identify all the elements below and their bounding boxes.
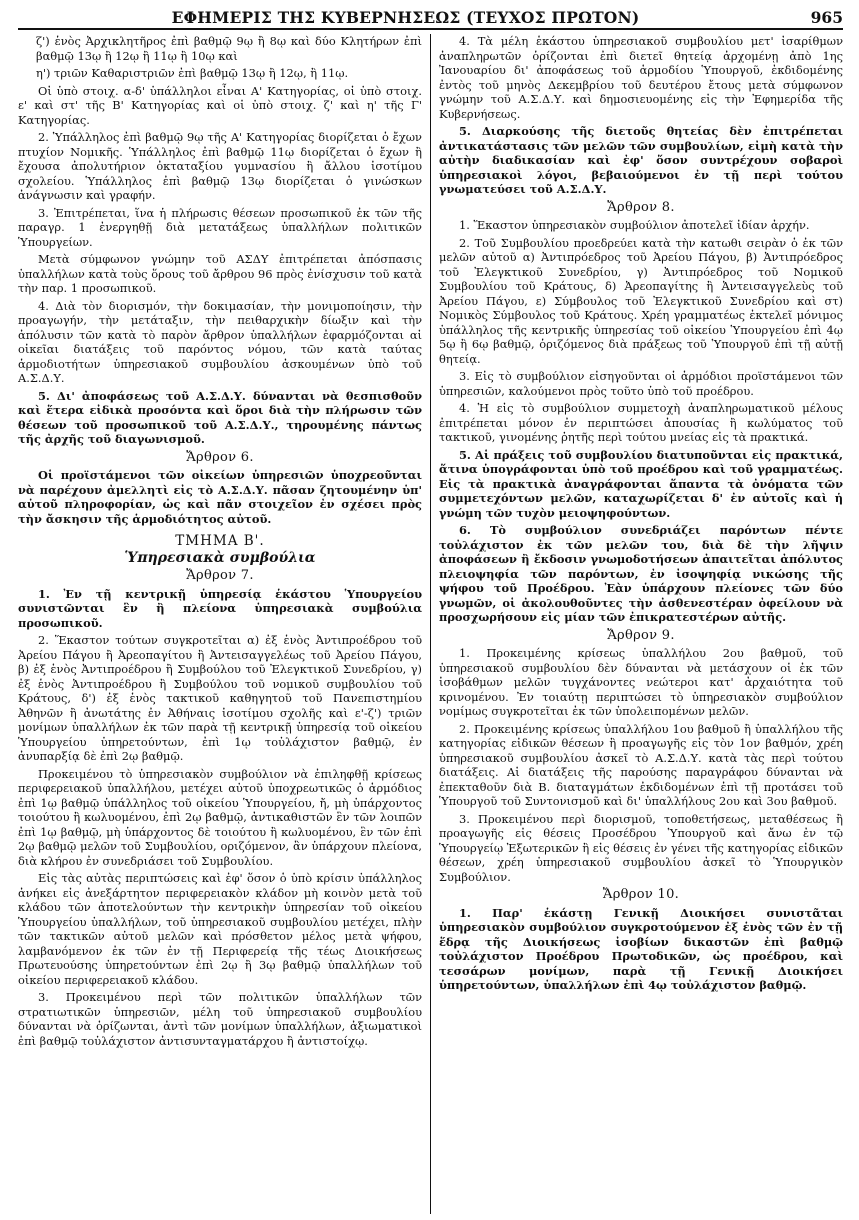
article-heading: Ἄρθρον 6. [186, 449, 254, 465]
paragraph: 5. Διαρκούσης τῆς διετοῦς θητείας δὲν ἐπιτρέπεται ἀντικατάστασις τῶν μελῶν τῶν συμβουλίων, εἰμὴ κατὰ τὴν αὐτὴν διαδικασίαν καὶ ἐφ' ὅσον συντρέχουν σοβαροὶ ὑπηρεσιακοὶ λόγοι, βεβαιούμενοι ἐν τῇ περὶ τούτου γνωματεύσει τοῦ Α.Σ.Δ.Υ. [439, 124, 843, 196]
paragraph: 1. Προκειμένης κρίσεως ὑπαλλήλου 2ου βαθμοῦ, τοῦ ὑπηρεσιακοῦ συμβουλίου δὲν δύνανται νὰ μετάσχουν οἱ ἐκ τῶν ἰσοβάθμων μελῶν τυγχάνοντες νεώτεροι κατ' ἀρχαιότητα τοῦ κρινομένου. Ἐν τοιαύτῃ περιπτώσει τὸ ὑπηρεσιακὸν συμβούλιον νομίμως συγκροτεῖται ἐκ τῶν ὑπολειπομένων μελῶν. [439, 646, 843, 718]
paragraph: 5. Αἱ πράξεις τοῦ συμβουλίου διατυποῦνται εἰς πρακτικά, ἅτινα ὑπογράφονται ὑπὸ τοῦ προέδρου καὶ τοῦ γραμματέως. Εἰς τὰ πρακτικὰ ἀναγράφονται ἅπαντα τὰ ὀνόματα τῶν συμμετεχόντων μελῶν, καταχωρίζεται δ' ἐν αὐτοῖς καὶ ἡ γνώμη τῶν τυχὸν μειοψηφούντων. [439, 447, 843, 520]
paragraph: 6. Τὸ συμβούλιον συνεδριάζει παρόντων πέντε τοὐλάχιστον ἐκ τῶν μελῶν του, διὰ δὲ τὴν λῆψιν ἀποφάσεων ἢ ἔκδοσιν γνωμοδοτήσεων ἀπαιτεῖται ἀπόλυτος πλειοψηφία τῶν παρόντων, ἐν ἰσοψηφίᾳ νικώσης τῆς ψήφου τοῦ Προέδρου. Ἐὰν ὑπάρχουν πλείονες τῶν δύο γνωμῶν, οἱ ἀκολουθοῦντες τὴν ἀσθενεστέραν ὀφείλουν νὰ προσχωρήσουν εἰς μίαν τῶν ἐπικρατεστέρων αὐτῆς. [439, 523, 843, 624]
paragraph: 1. Ἐν τῇ κεντρικῇ ὑπηρεσίᾳ ἑκάστου Ὑπουργείου συνιστῶνται ἓν ἢ πλείονα ὑπηρεσιακὰ συμβούλια προσωπικοῦ. [18, 586, 422, 630]
page-number: 965 [810, 7, 843, 27]
paragraph: 1. Ἕκαστον ὑπηρεσιακὸν συμβούλιον ἀποτελεῖ ἰδίαν ἀρχήν. [459, 218, 810, 232]
paragraph: 3. Εἰς τὸ συμβούλιον εἰσηγοῦνται οἱ ἁρμόδιοι προϊστάμενοι τῶν ὑπηρεσιῶν, καλούμενοι πρὸς τοῦτο ὑπὸ τοῦ προέδρου. [439, 369, 843, 398]
article-heading: Ἄρθρον 8. [607, 199, 675, 215]
page-header [18, 6, 843, 30]
gazette-title: ΕΦΗΜΕΡΙΣ ΤΗΣ ΚΥΒΕΡΝΗΣΕΩΣ (ΤΕΥΧΟΣ ΠΡΩΤΟΝ) [171, 7, 640, 27]
article-heading: Ἄρθρον 9. [607, 627, 675, 643]
section-heading: ΤΜΗΜΑ Β'. [175, 533, 265, 549]
paragraph: η') τριῶν Καθαριστριῶν ἐπὶ βαθμῷ 13ῳ ἢ 12ῳ, ἢ 11ῳ. [36, 66, 349, 80]
paragraph: Οἱ προϊστάμενοι τῶν οἰκείων ὑπηρεσιῶν ὑποχρεοῦνται νὰ παρέχουν ἀμελλητὶ εἰς τὸ Α.Σ.Δ.Υ. πᾶσαν ζητουμένην ὑπ' αὐτοῦ πληροφορίαν, ὡς καὶ πᾶν στοιχεῖον ἐν σχέσει πρὸς τὴν ἄσκησιν τῆς ἁρμοδιότητος αὐτοῦ. [18, 468, 422, 526]
paragraph: Προκειμένου τὸ ὑπηρεσιακὸν συμβούλιον νὰ ἐπιληφθῇ κρίσεως περιφερειακοῦ ὑπαλλήλου, μετέχει αὐτοῦ ὑποχρεωτικῶς ὁ ἁρμόδιος ἐπὶ 1ῳ βαθμῷ ὑπάλληλος τοῦ οἰκείου Ὑπουργείου, ἤ, μὴ ὑπάρχοντος τοιούτου ἢ κωλυομένου, ἐπὶ 2ῳ βαθμῷ, ἀντικαθιστῶν ἓν τῶν λοιπῶν ἐπὶ 1ῳ βαθμῷ, μὴ ὑπάρχοντος δὲ τοιούτου ἢ κωλυομένου, ἓν τῶν ἐπὶ 2ῳ βαθμῷ μελῶν τοῦ Συμβουλίου, οριζόμενον, ἂν ὑπάρχουν πλείονα, διὰ κλήρου ἐν συνεδριάσει τοῦ Συμβουλίου. [18, 766, 422, 868]
paragraph: Οἱ ὑπὸ στοιχ. α-δ' ὑπάλληλοι εἶναι Α' Κατηγορίας, οἱ ὑπὸ στοιχ. ε' καὶ στ' τῆς Β' Κατηγορίας καὶ οἱ ὑπὸ στοιχ. ζ' καὶ η' τῆς Γ' Κατηγορίας. [18, 83, 422, 127]
paragraph: ζ') ἑνὸς Ἀρχικλητῆρος ἐπὶ βαθμῷ 9ῳ ἢ 8ῳ καὶ δύο Κλητήρων ἐπὶ βαθμῷ 13ῳ ἢ 12ῳ ἢ 11ῳ ἢ 10ῳ καὶ [36, 34, 422, 63]
text-columns [18, 34, 843, 1214]
paragraph: 3. Προκειμένου περὶ τῶν πολιτικῶν ὑπαλλήλων τῶν στρατιωτικῶν ὑπηρεσιῶν, μέλη τοῦ ὑπηρεσιακοῦ συμβουλίου δύνανται νὰ ὁρίζωνται, ἀντὶ τῶν μονίμων ὑπαλλήλων, ἀξιωματικοὶ ἐπὶ βαθμῷ τοὐλάχιστον ἀντισυνταγματάρχου ἢ ἀντιστοίχῳ. [18, 990, 422, 1048]
paragraph: 3. Προκειμένου περὶ διορισμοῦ, τοποθετήσεως, μεταθέσεως ἢ προαγωγῆς εἰς θέσεις Προσέδρου Ὑπουργοῦ καὶ ἄνω ἐν τῷ Ὑπουργείῳ Ἐξωτερικῶν ἢ εἰς θέσεις ἐν γένει τῆς κατηγορίας εἰδικῶν θέσεων, χρέη ὑπηρεσιακοῦ συμβουλίου ἀσκεῖ τὸ Ὑπουργικὸν Συμβούλιον. [439, 811, 843, 884]
paragraph: 2. Προκειμένης κρίσεως ὑπαλλήλου 1ου βαθμοῦ ἢ ὑπαλλήλου τῆς κατηγορίας εἰδικῶν θέσεων ἢ προαγωγῆς εἰς τὸν 1ον βαθμόν, χρέη ὑπηρεσιακοῦ συμβουλίου ἀσκεῖ τὸ Α.Σ.Δ.Υ. κατὰ τὰς περὶ τούτου διατάξεις. Αἱ διατάξεις τῆς παρούσης παραγράφου δύνανται νὰ ἐπεκταθοῦν διὰ Β. διαταγμάτων ἐκδιδομένων ἐπὶ τῇ προτάσει τοῦ Ὑπουργοῦ τοῦ Συντονισμοῦ καὶ δι' ὑπαλλήλους 2ου καὶ 3ου βαθμοῦ. [439, 721, 843, 808]
paragraph: 2. Ὑπάλληλος ἐπὶ βαθμῷ 9ῳ τῆς Α' Κατηγορίας διορίζεται ὁ ἔχων πτυχίον Νομικῆς. Ὑπάλληλος ἐπὶ βαθμῷ 11ῳ διορίζεται ὁ ἔχων ἢ ἔχουσα ἀπολυτήριον ὀκταταξίου γυμνασίου ἢ ἄλλου ἰσοτίμου σχολείου. Ὑπάλληλος ἐπὶ βαθμῷ 13ῳ διορίζεται ὁ γινώσκων ἀνάγνωσιν καὶ γραφήν. [18, 130, 422, 202]
paragraph: 1. Παρ' ἑκάστῃ Γενικῇ Διοικήσει συνιστᾶται ὑπηρεσιακὸν συμβούλιον συγκροτούμενον ἐξ ἑνὸς τῶν ἐν τῇ ἕδρᾳ τῆς Διοικήσεως ἰσοβίων δικαστῶν ἐπὶ βαθμῷ τοὐλάχιστον Προέδρου Πρωτοδικῶν, ὡς προέδρου, καὶ τεσσάρων μονίμων, παρὰ τῇ Γενικῇ Διοικήσει ὑπηρετούντων, ὑπαλλήλων ἐπὶ 4ῳ τοὐλάχιστον βαθμῷ. [439, 905, 843, 992]
paragraph: 2. Ἕκαστον τούτων συγκροτεῖται α) ἐξ ἑνὸς Ἀντιπροέδρου τοῦ Ἀρείου Πάγου ἢ Ἀρεοπαγίτου ἢ Ἀντεισαγγελέως τοῦ Ἀρείου Πάγου, β) ἐξ ἑνὸς Ἀντιπροέδρου ἢ Συμβούλου τοῦ Ἐλεγκτικοῦ Συνεδρίου, γ) ἐξ ἑνὸς Ἀντιπροέδρου ἢ Συμβούλου τοῦ νομικοῦ συμβουλίου τοῦ Κράτους, δ') ἐξ ἑνὸς τακτικοῦ καθηγητοῦ τοῦ Πανεπιστημίου Ἀθηνῶν ἢ ἀνωτάτης ἐν Ἀθήναις ἰσοτίμου σχολῆς καὶ ε'-ζ') τριῶν μονίμων ὑπαλλήλων ἐκ τῶν παρὰ τῇ κεντρικῇ ὑπηρεσίᾳ τοῦ οἰκείου Ὑπουργείου ὑπηρετούντων, ἐπὶ 1ῳ τοὐλάχιστον βαθμῷ, ἐν ἀνυπαρξίᾳ δὲ ἐπὶ 2ῳ βαθμῷ. [18, 633, 422, 763]
paragraph: 4. Ἡ εἰς τὸ συμβούλιον συμμετοχὴ ἀναπληρωματικοῦ μέλους ἐπιτρέπεται μόνον ἐν περιπτώσει ἀπουσίας ἢ κωλύματος τοῦ τακτικοῦ, γινομένης ῥητῆς περὶ τούτου μνείας εἰς τὰ πρακτικά. [439, 401, 843, 444]
right-column [430, 34, 843, 1214]
article-heading: Ἄρθρον 7. [186, 568, 254, 583]
subsection-heading: Ὑπηρεσιακὰ συμβούλια [124, 549, 316, 566]
paragraph: 4. Διὰ τὸν διορισμόν, τὴν δοκιμασίαν, τὴν μονιμοποίησιν, τὴν προαγωγήν, τὴν μετάταξιν, τὴν πειθαρχικὴν δίωξιν καὶ τὴν ἀπόλυσιν τῶν κατὰ τὸ παρὸν ἄρθρον ὑπαλλήλων ἐφαρμόζονται αἱ οἰκεῖαι διατάξεις τοῦ παρόντος νόμου, τῶν κατὰ ταύτας ἁρμοδιοτήτων ὑπηρεσιακοῦ συμβουλίου ἀσκουμένων ὑπὸ τοῦ Α.Σ.Δ.Υ. [18, 298, 422, 385]
paragraph: 3. Ἐπιτρέπεται, ἵνα ἡ πλήρωσις θέσεων προσωπικοῦ ἐκ τῶν τῆς παραγρ. 1 ἐνεργηθῇ διὰ μετατάξεως ὑπαλλήλων πολιτικῶν Ὑπουργείων. [18, 205, 422, 249]
paragraph: 5. Δι' ἀποφάσεως τοῦ Α.Σ.Δ.Υ. δύνανται νὰ θεσπισθοῦν καὶ ἕτερα εἰδικὰ προσόντα καὶ ὅροι διὰ τὴν πλήρωσιν τῶν θέσεων τοῦ προσωπικοῦ τοῦ Α.Σ.Δ.Υ., τηρουμένης πάντως τῆς ἀρχῆς τοῦ διαγωνισμοῦ. [18, 388, 422, 446]
paragraph: 2. Τοῦ Συμβουλίου προεδρεύει κατὰ τὴν κατωθι σειρὰν ὁ ἐκ τῶν μελῶν αὐτοῦ α) Ἀντιπρόεδρος τοῦ Ἀρείου Πάγου, β) Ἀντιπρόεδρος τοῦ Ἐλεγκτικοῦ Συνεδρίου, γ) Ἀντιπρόεδρος τοῦ Νομικοῦ Συμβουλίου τοῦ Κράτους, δ) Ἀρεοπαγίτης ἢ Ἀντεισαγγελεὺς τοῦ Ἀρείου Πάγου, ε) Σύμβουλος τοῦ Ἐλεγκτικοῦ Συνεδρίου καὶ στ) Νομικὸς Σύμβουλος τοῦ Κράτους. Χρέη γραμματέως ἐκτελεῖ μόνιμος ὑπάλληλος τῆς κεντρικῆς ὑπηρεσίας τοῦ οἰκείου Ὑπουργείου ἐπὶ 4ῳ 5ῳ ἢ 6ῳ βαθμῷ, ὁριζόμενος διὰ πράξεως τοῦ Ὑπουργοῦ ἐπὶ τῇ αὐτῇ θητείᾳ. [439, 235, 843, 366]
left-column [18, 34, 430, 1214]
article-heading: Ἄρθρον 10. [602, 887, 680, 902]
paragraph: Εἰς τὰς αὐτὰς περιπτώσεις καὶ ἐφ' ὅσον ὁ ὑπὸ κρίσιν ὑπάλληλος ἀνήκει εἰς ἀνεξάρτητον περιφερειακὸν κλάδον μὴ κοινὸν μετὰ τοῦ κλάδου τῶν ἀποτελούντων τὴν κεντρικὴν ὑπηρεσίαν τοῦ οἰκείου Ὑπουργείου ὑπαλλήλων, τοῦ ὑπηρεσιακοῦ συμβουλίου μετέχει, πλὴν τῶν τακτικῶν αὐτοῦ μελῶν καὶ πρόσθετον μέλος μετὰ ψήφου, λαμβανόμενον ἐκ τῶν ἐν τῇ Περιφερείᾳ τῆς τέως Διοικήσεως Πρωτευούσης ὑπηρετούντων ἐπὶ 2ῳ ἢ 3ῳ βαθμῷ ὑπαλλήλων τοῦ οἰκείου περιφερειακοῦ κλάδου. [18, 871, 422, 987]
paragraph: Μετὰ σύμφωνον γνώμην τοῦ ΑΣΔΥ ἐπιτρέπεται ἀπόσπασις ὑπαλλήλων κατὰ τοὺς ὅρους τοῦ ἄρθρου 96 πρὸς ἐνίσχυσιν τοῦ κατὰ τὴν παρ. 1 προσωπικοῦ. [18, 252, 422, 295]
paragraph: 4. Τὰ μέλη ἑκάστου ὑπηρεσιακοῦ συμβουλίου μετ' ἰσαρίθμων ἀναπληρωτῶν ὁρίζονται ἐπὶ διετεῖ θητείᾳ ἀρχομένῃ ἀπὸ 1ης Ἰανουαρίου δι' ἀποφάσεως τοῦ ἁρμοδίου Ὑπουργοῦ, ἐκδιδομένης ἐντὸς τοῦ μηνὸς Δεκεμβρίου τοῦ δευτέρου ἔτους μετὰ σύμφωνον γνώμην τοῦ Α.Σ.Δ.Υ. καὶ δημοσιευομένης εἰς τὴν Ἐφημερίδα τῆς Κυβερνήσεως. [439, 34, 843, 121]
